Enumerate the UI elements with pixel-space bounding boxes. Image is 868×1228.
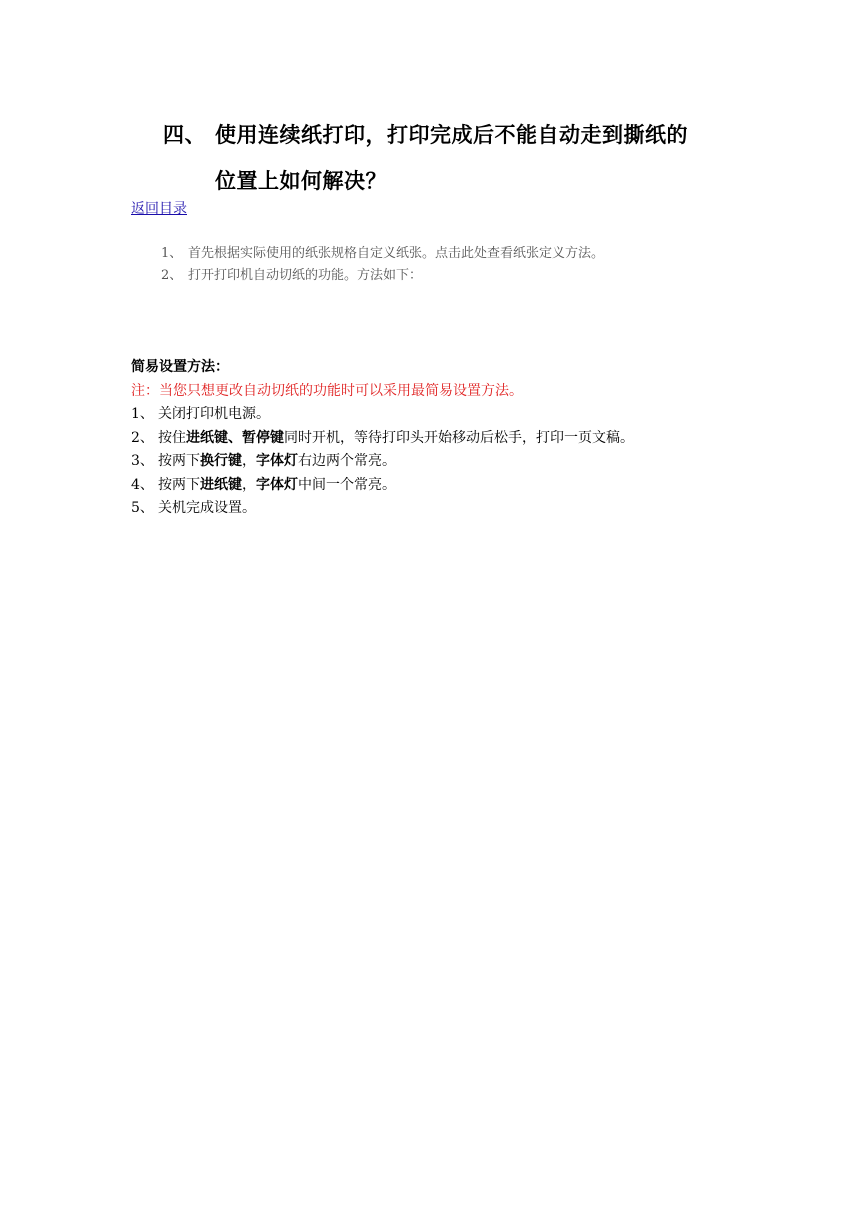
step-text: 打开打印机自动切纸的功能。方法如下： — [188, 268, 423, 283]
indicator-name: 字体灯 — [256, 453, 298, 469]
section-heading — [163, 112, 783, 204]
setup-item — [131, 497, 634, 521]
step-text: 首先根据实际使用的纸张规格自定义纸张。点击此处查看纸张定义方法。 — [188, 246, 605, 261]
setup-item-text: 按住 — [158, 429, 186, 446]
step-number: 1、 — [161, 246, 183, 261]
simple-setup-note: 注：当您只想更改自动切纸的功能时可以采用最简易设置方法。 — [131, 382, 523, 399]
setup-item-text: 同时开机，等待打印头开始移动后松手，打印一页文稿。 — [284, 429, 634, 446]
setup-item — [131, 427, 634, 451]
setup-item-text: 关闭打印机电源。 — [158, 406, 270, 422]
setup-item-text: 关机完成设置。 — [158, 500, 256, 516]
heading-number: 四、 — [163, 123, 206, 147]
setup-item — [131, 474, 634, 498]
setup-item-text: 中间一个常亮。 — [298, 476, 396, 493]
setup-item — [131, 450, 634, 474]
steps-list — [161, 243, 604, 287]
back-to-contents-link[interactable]: 返回目录 — [131, 201, 187, 217]
indicator-name: 字体灯 — [256, 476, 298, 493]
setup-item-text: 右边两个常亮。 — [298, 453, 396, 469]
setup-item-text: 按两下 — [158, 453, 200, 469]
separator: ， — [242, 453, 256, 469]
key-name: 进纸键 — [200, 476, 242, 493]
setup-item-text: 按两下 — [158, 476, 200, 493]
setup-item — [131, 403, 634, 427]
simple-setup-section — [131, 356, 634, 521]
setup-item-number: 4、 — [131, 476, 154, 493]
setup-item-number: 2、 — [131, 429, 154, 446]
key-name: 进纸键 — [186, 429, 228, 446]
heading-line-1 — [163, 112, 783, 158]
simple-setup-title: 简易设置方法： — [131, 359, 229, 375]
separator: 、 — [228, 429, 242, 446]
setup-item-number: 5、 — [131, 500, 154, 516]
separator: ， — [242, 476, 256, 493]
setup-item-number: 3、 — [131, 453, 154, 469]
heading-text-2: 位置上如何解决？ — [215, 169, 387, 193]
setup-item-number: 1、 — [131, 406, 154, 422]
step-number: 2、 — [161, 268, 183, 283]
step-item — [161, 265, 604, 287]
key-name: 暂停键 — [242, 429, 284, 446]
key-name: 换行键 — [200, 453, 242, 469]
step-item — [161, 243, 604, 265]
heading-text-1: 使用连续纸打印，打印完成后不能自动走到撕纸的 — [215, 123, 688, 147]
